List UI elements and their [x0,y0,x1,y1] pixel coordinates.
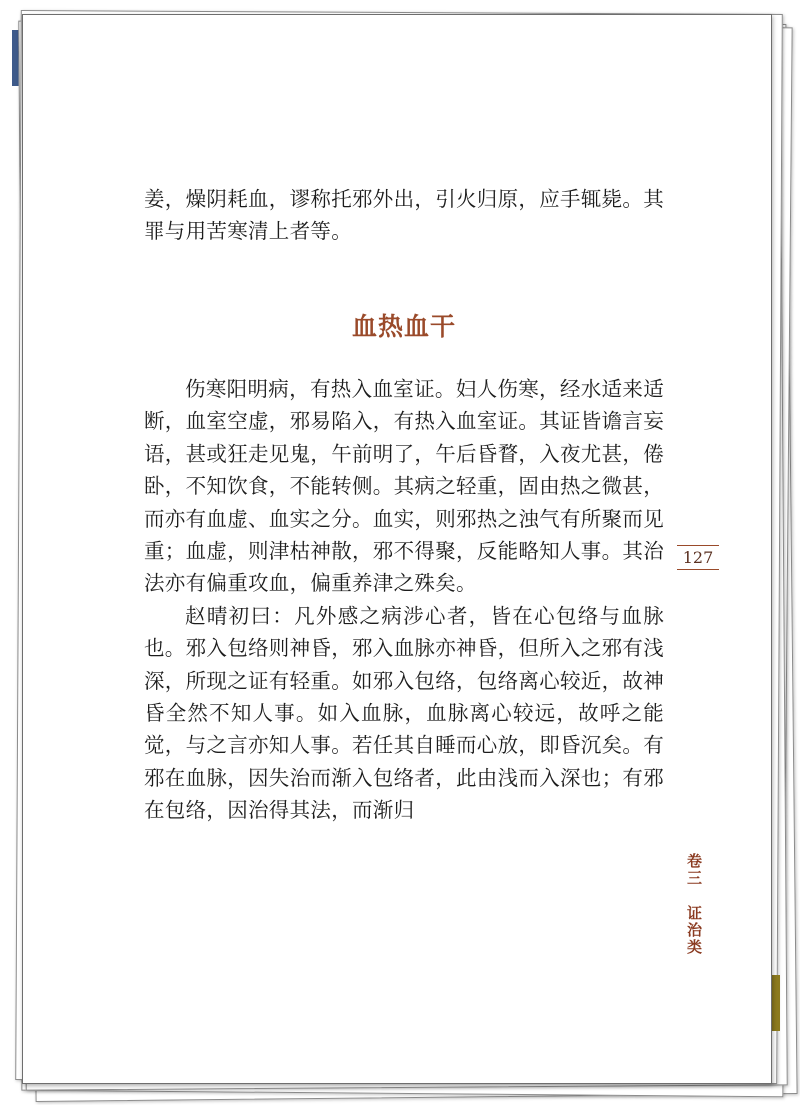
running-head-section-char: 类 [687,938,703,956]
running-head-section-char: 证 [687,904,703,922]
body-paragraph: 伤寒阳明病，有热入血室证。妇人伤寒，经水适来适断，血室空虚，邪易陷入，有热入血室证。其证皆谵言妄语，甚或狂走见鬼，午前明了，午后昏瞀，入夜尤甚，倦卧，不知饮食，不能转侧。其病之轻重，固由热之微甚，而亦有血虚、血实之分。血实，则邪热之浊气有所聚而见重；血虚，则津枯神散，邪不得聚，反能略知人事。其治法亦有偏重攻血，偏重养津之殊矣。 [144,377,664,596]
running-head-volume-char: 三 [687,869,703,887]
main-text-block [144,373,664,827]
continued-paragraph: 姜，燥阴耗血，谬称托邪外出，引火归原，应手辄毙。其罪与用苦寒清上者等。 [144,187,664,243]
running-head-volume-char: 卷 [687,852,703,870]
page-number: 127 [677,545,719,570]
top-text-block [144,183,664,247]
running-head [687,853,702,956]
body-paragraph: 赵晴初曰：凡外感之病涉心者，皆在心包络与血脉也。邪入包络则神昏，邪入血脉亦神昏，但所入之邪有浅深，所现之证有轻重。如邪入包络，包络离心较近，故神昏全然不知人事。如入血脉，血脉离心较远，故呼之能觉，与之言亦知人事。若任其自睡而心放，即昏沉矣。有邪在血脉，因失治而渐入包络者，此由浅而入深也；有邪在包络，因治得其法，而渐归 [144,603,664,823]
running-head-section-char: 治 [687,921,703,939]
page [22,14,772,1084]
section-heading: 血热血干 [351,312,456,341]
